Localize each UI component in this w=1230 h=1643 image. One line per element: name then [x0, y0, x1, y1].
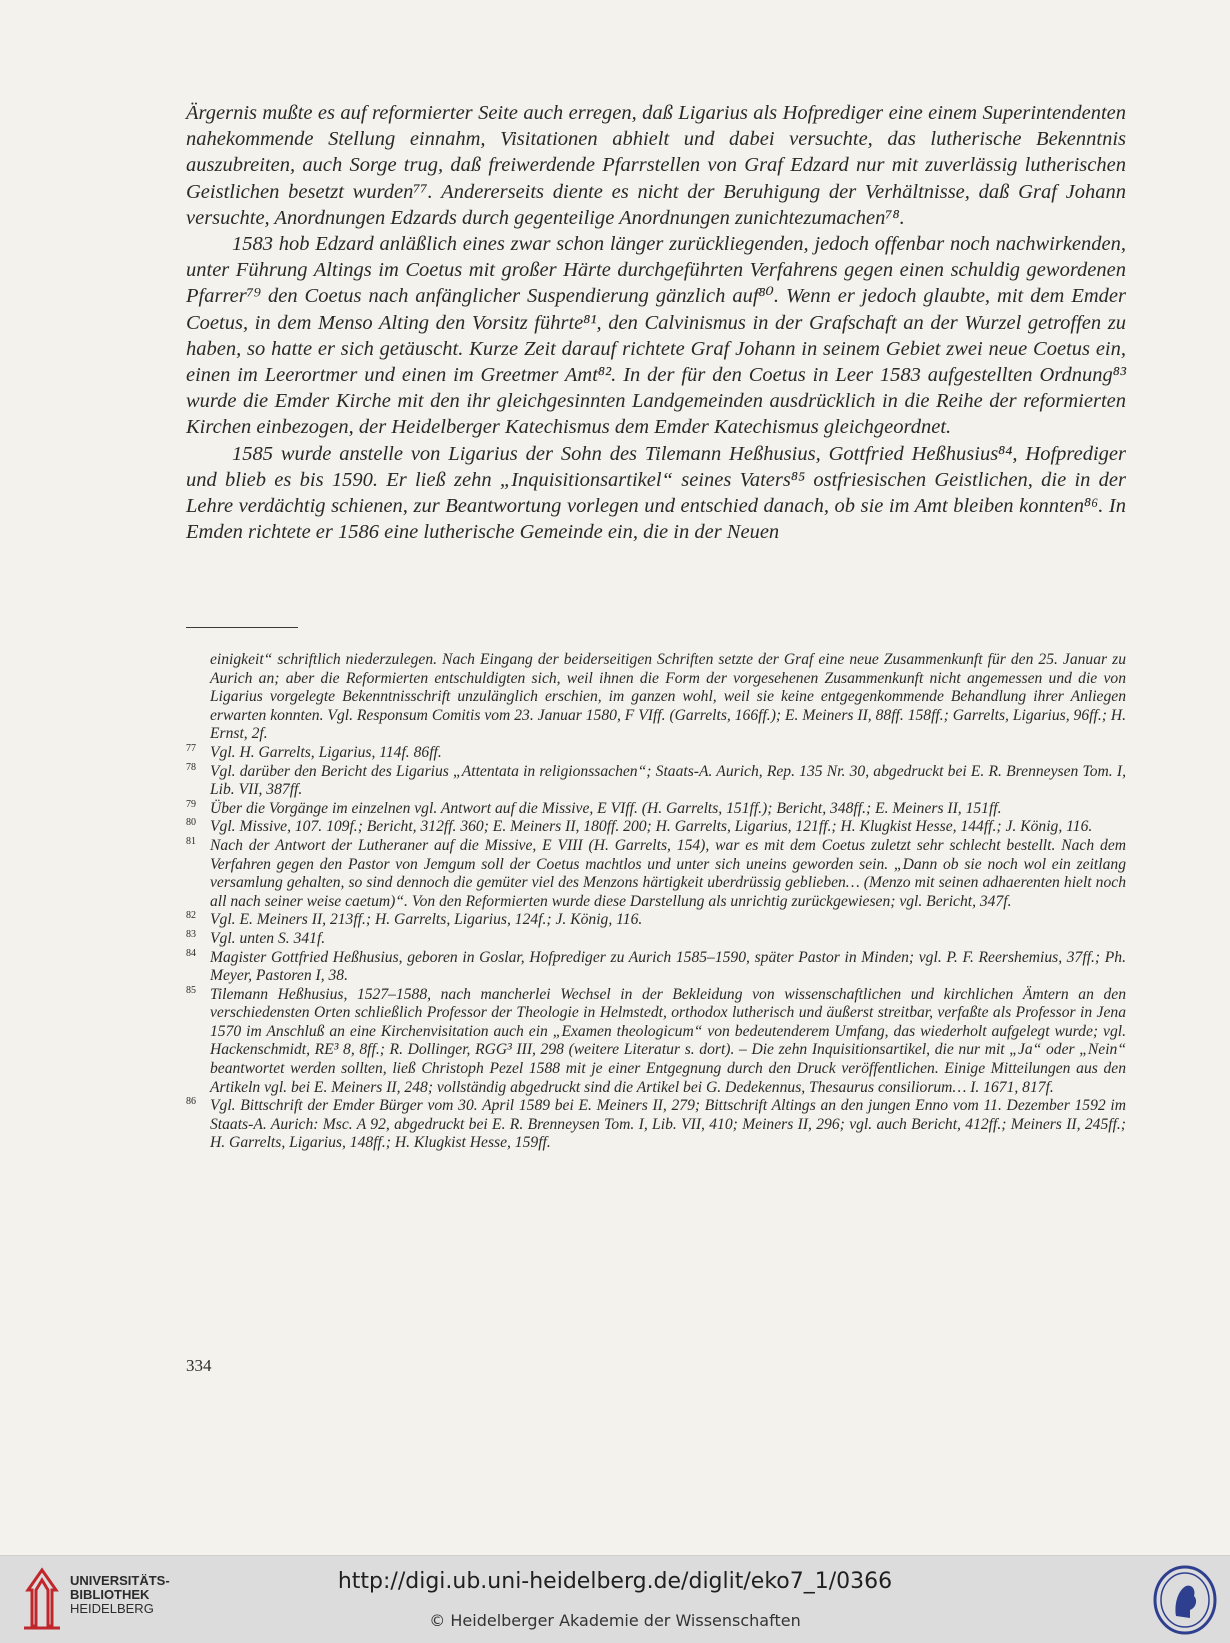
footnote-85: 85 Tilemann Heßhusius, 1527–1588, nach mancherlei Wechsel in der Bekleidung von wissenschaftlichen und kirchlichen Ämtern an den verschiedensten Orten schließlich Professor der Theologie in Helmstedt, orthodox lutherisch und äußerst streitbar, verfaßte als Professor in Jena 1570 im Anschluß an eine Kirchenvisitation auch ein „Examen theologicum“ von bedeutenderem Umfang, das wiederholt aufgelegt wurde; vgl. Hackenschmidt, RE³ 8, 8ff.; R. Dollinger, RGG³ III, 298 (weitere Literatur s. dort). – Die zehn Inquisitionsartikel, die nur mit „Ja“ oder „Nein“ beantwortet werden sollten, ließ Christoph Pezel 1588 mit je einer Entgegnung durch den Druck veröffentlichen. Einige Mitteilungen aus den Artikeln vgl. bei E. Meiners II, 248; vollständig abgedruckt sind die Artikel bei G. Dedekennus, Thesaurus consiliorum… I. 1671, 817f. — [186, 984, 1126, 1096]
footnote-81: 81 Nach der Antwort der Lutheraner auf die Missive, E VIII (H. Garrelts, 154), war es mit dem Coetus zuletzt sehr schlecht bestellt. Nach dem Verfahren gegen den Pastor von Jemgum soll der Coetus machtlos und unter sich uneins geworden sein. „Dann ob sie noch wol ein zeitlang versamlung gehalten, so sind dennoch die gemüter viel des Menzons härtigkeit uberdrüssig geblieben… (Menzo mit seinen adhaerenten hielt noch all nach seiner weise caetum)“. Von den Reformierten wurde diese Darstellung als unrichtig zurückgewiesen; vgl. Bericht, 347f. — [186, 835, 1126, 910]
footnote-78: 78 Vgl. darüber den Bericht des Ligarius „Attentata in religionssachen“; Staats-A. Aurich, Rep. 135 Nr. 30, abgedruckt bei E. R. Brenneysen Tom. I, Lib. VII, 387ff. — [186, 761, 1126, 799]
footnote-continued: einigkeit“ schriftlich niederzulegen. Nach Eingang der beiderseitigen Schriften setzte der Graf eine neue Zusammenkunft für den 25. Januar zu Aurich an; aber die Reformierten entschuldigten sich, weil ihnen die Form der vorgesehenen Zusammenkunft nicht angemessen und die von Ligarius vorgelegte Bekenntnisschrift unzulänglich erschien, im ganzen wohl, weil sie keine entgegenkommende Behandlung ihrer Anliegen erwarten konnten. Vgl. Responsum Comitis vom 23. Januar 1580, F VIff. (Garrelts, 166ff.); E. Meiners II, 88ff. 158ff.; Garrelts, Ligarius, 96ff.; H. Ernst, 2f. — [210, 651, 1126, 743]
footnote-divider — [186, 627, 298, 628]
page-number: 334 — [186, 1356, 212, 1375]
library-name: UNIVERSITÄTS- BIBLIOTHEK HEIDELBERG — [70, 1573, 170, 1616]
copyright-notice: © Heidelberger Akademie der Wissenschaften — [429, 1611, 801, 1630]
paragraph-3: 1585 wurde anstelle von Ligarius der Sohn des Tilemann Heßhusius, Gottfried Heßhusius⁸⁴, Hofprediger und blieb es bis 1590. Er ließ zehn „Inquisitionsartikel“ seines Vaters⁸⁵ ostfriesischen Geistlichen, die in der Lehre verdächtig schienen, zur Beantwortung vorlegen und entschied danach, ob sie im Amt bleiben konnten⁸⁶. In Emden richtete er 1586 eine lutherische Gemeinde ein, die in der Neuen — [186, 442, 1126, 544]
paragraph-2: 1583 hob Edzard anläßlich eines zwar schon länger zurückliegenden, jedoch offenbar noch nachwirkenden, unter Führung Altings im Coetus mit großer Härte durchgeführten Verfahrens gegen einen schuldig gewordenen Pfarrer⁷⁹ den Coetus nach anfänglicher Suspendierung gänzlich auf⁸⁰. Wenn er jedoch glaubte, mit dem Emder Coetus, in dem Menso Alting den Vorsitz führte⁸¹, den Calvinismus in der Grafschaft an der Wurzel getroffen zu haben, so hatte er sich getäuscht. Kurze Zeit darauf richtete Graf Johann in seinem Gebiet zwei neue Coetus ein, einen im Leerortmer und einen im Greetmer Amt⁸². In der für den Coetus in Leer 1583 aufgestellten Ordnung⁸³ wurde die Emder Kirche mit den ihr gleichgesinnten Landgemeinden ausdrücklich in die Reihe der reformierten Kirchen einbezogen, der Heidelberger Katechismus dem Emder Katechismus gleichgeordnet. — [186, 233, 1126, 439]
main-text — [186, 100, 1126, 545]
academy-seal-icon — [1152, 1564, 1218, 1636]
footnote-77: 77 Vgl. H. Garrelts, Ligarius, 114f. 86ff. — [186, 742, 442, 761]
footnotes — [186, 651, 1126, 1153]
footnote-80: 80 Vgl. Missive, 107. 109f.; Bericht, 312ff. 360; E. Meiners II, 180ff. 200; H. Garrelts, Ligarius, 121ff.; H. Klugkist Hesse, 144ff.; J. König, 116. — [186, 817, 1093, 836]
footnote-79: 79 Über die Vorgänge im einzelnen vgl. Antwort auf die Missive, E VIff. (H. Garrelts, 151ff.); Bericht, 348ff.; E. Meiners II, 151ff. — [186, 798, 1002, 817]
viewer-footer — [0, 1555, 1230, 1643]
paragraph-1: Ärgernis mußte es auf reformierter Seite auch erregen, daß Ligarius als Hofprediger eine einem Superintendenten nahekommende Stellung einnahm, Visitationen abhielt und dabei versuchte, das lutherische Bekenntnis auszubreiten, auch Sorge trug, daß freiwerdende Pfarrstellen von Graf Edzard nur mit zuverlässig lutherischen Geistlichen besetzt wurden⁷⁷. Andererseits diente es nicht der Beruhigung der Verhältnisse, daß Graf Johann versuchte, Anordnungen Edzards durch gegenteilige Anordnungen zunichtezumachen⁷⁸. — [186, 102, 1126, 229]
permalink-url[interactable]: http://digi.ub.uni-heidelberg.de/diglit/eko7_1/0366 — [337, 1569, 893, 1594]
footnote-83: 83 Vgl. unten S. 341f. — [186, 928, 326, 947]
footnote-84: 84 Magister Gottfried Heßhusius, geboren in Goslar, Hofprediger zu Aurich 1585–1590, später Pastor in Minden; vgl. P. F. Reershemius, 37ff.; Ph. Meyer, Pastoren I, 38. — [186, 947, 1126, 985]
footnote-86: 86 Vgl. Bittschrift der Emder Bürger vom 30. April 1589 bei E. Meiners II, 279; Bittschrift Altings an den jungen Enno vom 11. Dezember 1592 im Staats-A. Aurich: Msc. A 92, abgedruckt bei E. R. Brenneysen Tom. I, Lib. VII, 410; Meiners II, 296; vgl. auch Bericht, 412ff.; Meiners II, 245ff.; H. Garrelts, Ligarius, 148ff.; H. Klugkist Hesse, 159ff. — [186, 1096, 1126, 1152]
footnote-82: 82 Vgl. E. Meiners II, 213ff.; H. Garrelts, Ligarius, 124f.; J. König, 116. — [186, 910, 643, 929]
